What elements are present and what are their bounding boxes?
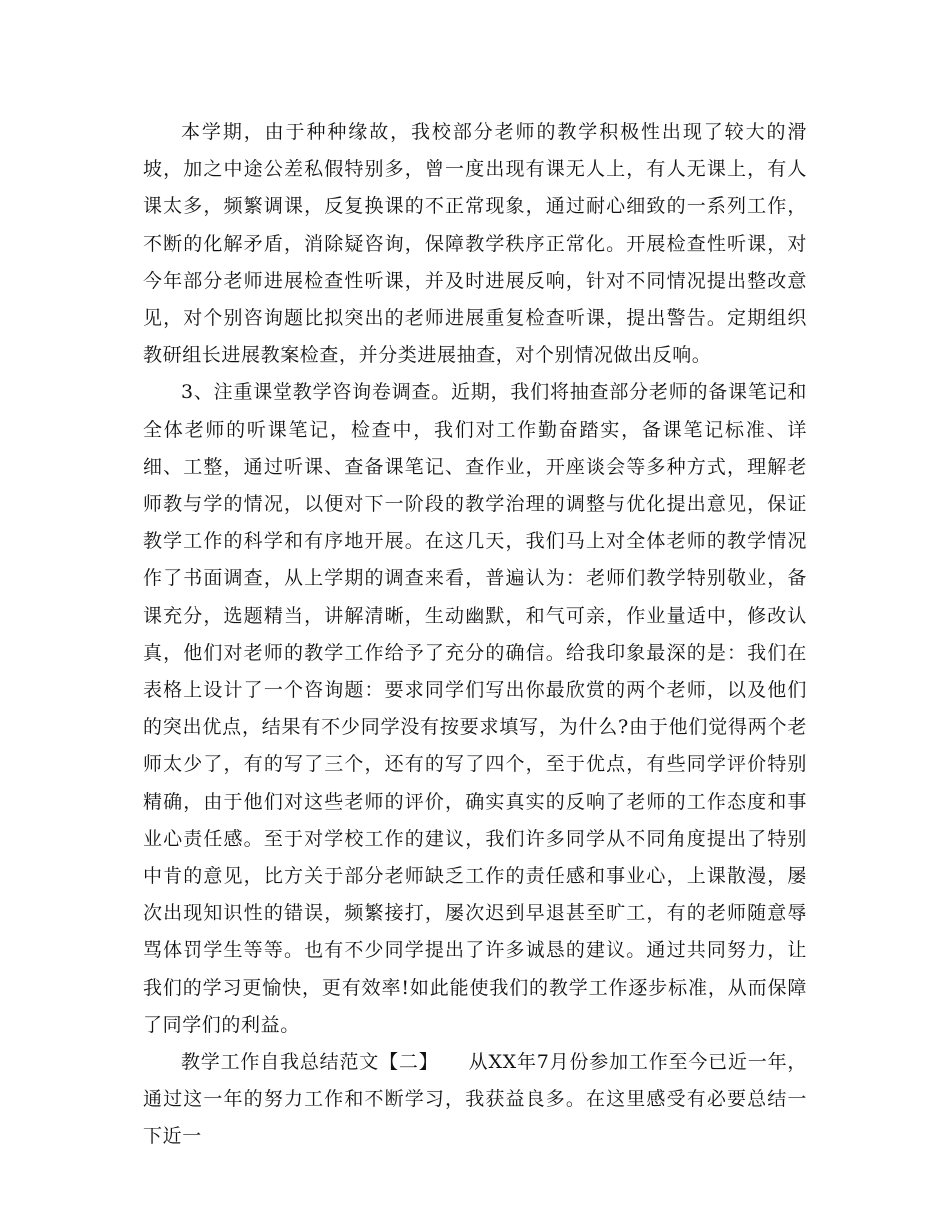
paragraph-survey: 3、注重课堂教学咨询卷调查。近期，我们将抽查部分老师的备课笔记和全体老师的听课笔记，检查中，我们对工作勤奋踏实，备课笔记标准、详细、工整，通过听课、查备课笔记、查作业，开座谈会等多种方式，理解老师教与学的情况，以便对下一阶段的教学治理的调整与优化提出意见，保证教学工作的科学和有序地开展。在这几天，我们马上对全体老师的教学情况作了书面调查，从上学期的调查来看，普遍认为：老师们教学特别敬业，备课充分，选题精当，讲解清晰，生动幽默，和气可亲，作业量适中，修改认真，他们对老师的教学工作给予了充分的确信。给我印象最深的是：我们在表格上设计了一个咨询题：要求同学们写出你最欣赏的两个老师，以及他们的突出优点，结果有不少同学没有按要求填写，为什么?由于他们觉得两个老师太少了，有的写了三个，还有的写了四个，至于优点，有些同学评价特别精确，由于他们对这些老师的评价，确实真实的反响了老师的工作态度和事业心责任感。至于对学校工作的建议，我们许多同学从不同角度提出了特别中肯的意见，比方关于部分老师缺乏工作的责任感和事业心，上课散漫，屡次出现知识性的错误，频繁接打，屡次迟到早退甚至旷工，有的老师随意辱骂体罚学生等等。也有不少同学提出了许多诚恳的建议。通过共同努力，让我们的学习更愉快，更有效率!如此能使我们的教学工作逐步标准，从而保障了同学们的利益。 xyxy=(143,381,807,1036)
paragraph-teaching-order: 本学期，由于种种缘故，我校部分老师的教学积极性出现了较大的滑坡，加之中途公差私假特别多，曾一度出现有课无人上，有人无课上，有人课太多，频繁调课，反复换课的不正常现象，通过耐心细致的一系列工作，不断的化解矛盾，消除疑咨询，保障教学秩序正常化。开展检查性听课，对今年部分老师进展检查性听课，并及时进展反响，针对不同情况提出整改意见，对个别咨询题比拟突出的老师进展重复检查听课，提出警告。定期组织教研组长进展教案检查，并分类进展抽查，对个别情况做出反响。 xyxy=(143,121,807,367)
document-body xyxy=(143,114,807,1156)
paragraph-summary-two: 教学工作自我总结范文【二】 从XX年7月份参加工作至今已近一年，通过这一年的努力工作和不断学习，我获益良多。在这里感受有必要总结一下近一 xyxy=(143,1051,807,1148)
